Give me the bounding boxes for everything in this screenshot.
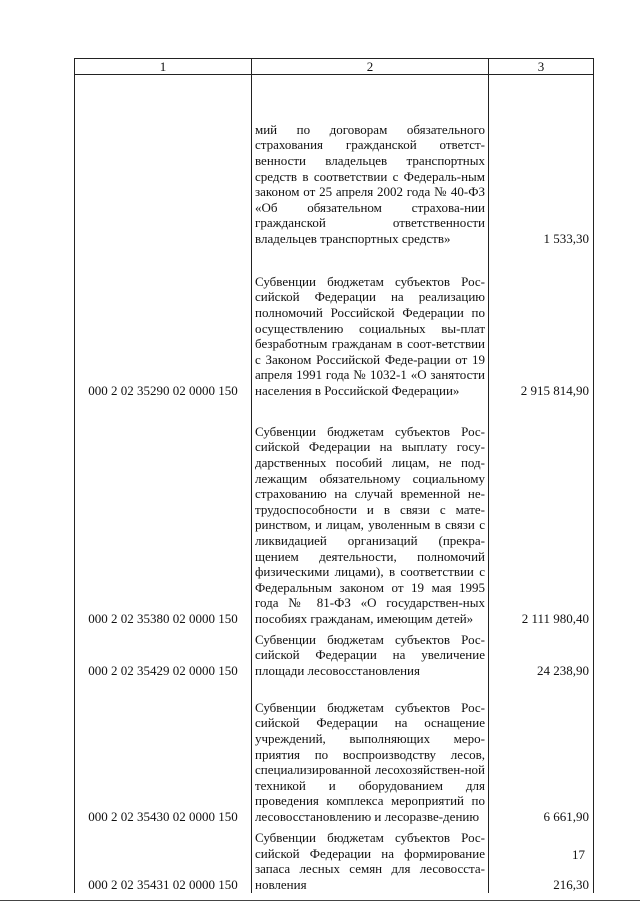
classification-code: 000 2 02 35431 02 0000 150	[75, 825, 252, 893]
classification-code: 000 2 02 35380 02 0000 150	[75, 399, 252, 627]
budget-table	[74, 58, 594, 893]
column-header-1: 1	[75, 59, 252, 75]
table-row	[75, 247, 594, 399]
description-text: Субвенции бюджетам субъектов Рос-сийской Федерации на увеличение площади лесовосстановления	[252, 627, 489, 679]
table-row	[75, 627, 594, 679]
table-header	[75, 59, 594, 75]
bottom-divider	[0, 900, 640, 901]
header-row	[75, 59, 594, 75]
description-text: мий по договорам обязательного страхования гражданской ответст-венности владельцев транспортных средств в соответствии с Федераль-ным законом от 25 апреля 2002 года № 40-ФЗ «Об обязательном страхова-нии гражданской ответственности владельцев транспортных средств»	[252, 75, 489, 247]
table-body	[75, 75, 594, 893]
classification-code: 000 2 02 35290 02 0000 150	[75, 247, 252, 399]
amount-value: 24 238,90	[489, 627, 594, 679]
description-text: Субвенции бюджетам субъектов Рос-сийской Федерации на выплату госу-дарственных пособий лицам, не под-лежащим обязательному социальному страхованию на случай временной не-трудоспособности и в связи с мате-ринством, и лицам, уволенным в связи с ликвидацией организаций (прекра-щением деятельности, полномочий физическими лицами), в соответствии с Федеральным законом от 19 мая 1995 года № 81-ФЗ «О государствен-ных пособиях гражданам, имеющим детей»	[252, 399, 489, 627]
classification-code: 000 2 02 35430 02 0000 150	[75, 679, 252, 825]
classification-code: 000 2 02 35429 02 0000 150	[75, 627, 252, 679]
column-header-2: 2	[252, 59, 489, 75]
table-row	[75, 399, 594, 627]
table-row	[75, 679, 594, 825]
description-text: Субвенции бюджетам субъектов Рос-сийской Федерации на оснащение учреждений, выполняющих меро-приятия по воспроизводству лесов, специализированной лесохозяйствен-ной техникой и оборудованием для проведения комплекса мероприятий по лесовосстановлению и лесоразве-дению	[252, 679, 489, 825]
amount-value: 2 915 814,90	[489, 247, 594, 399]
description-text: Субвенции бюджетам субъектов Рос-сийской Федерации на формирование запаса лесных семян для лесовосста-новления	[252, 825, 489, 893]
column-header-3: 3	[489, 59, 594, 75]
description-text: Субвенции бюджетам субъектов Рос-сийской Федерации на реализацию полномочий Российской Федерации по осуществлению социальных вы-плат безработным гражданам в соот-ветствии с Законом Российской Феде-рации от 19 апреля 1991 года № 1032-1 «О занятости населения в Российской Федерации»	[252, 247, 489, 399]
page-number: 17	[572, 847, 585, 862]
classification-code	[75, 75, 252, 247]
amount-value: 216,30	[489, 825, 594, 893]
amount-value: 1 533,30	[489, 75, 594, 247]
amount-value: 6 661,90	[489, 679, 594, 825]
table-row	[75, 825, 594, 893]
amount-value: 2 111 980,40	[489, 399, 594, 627]
table-row	[75, 75, 594, 247]
